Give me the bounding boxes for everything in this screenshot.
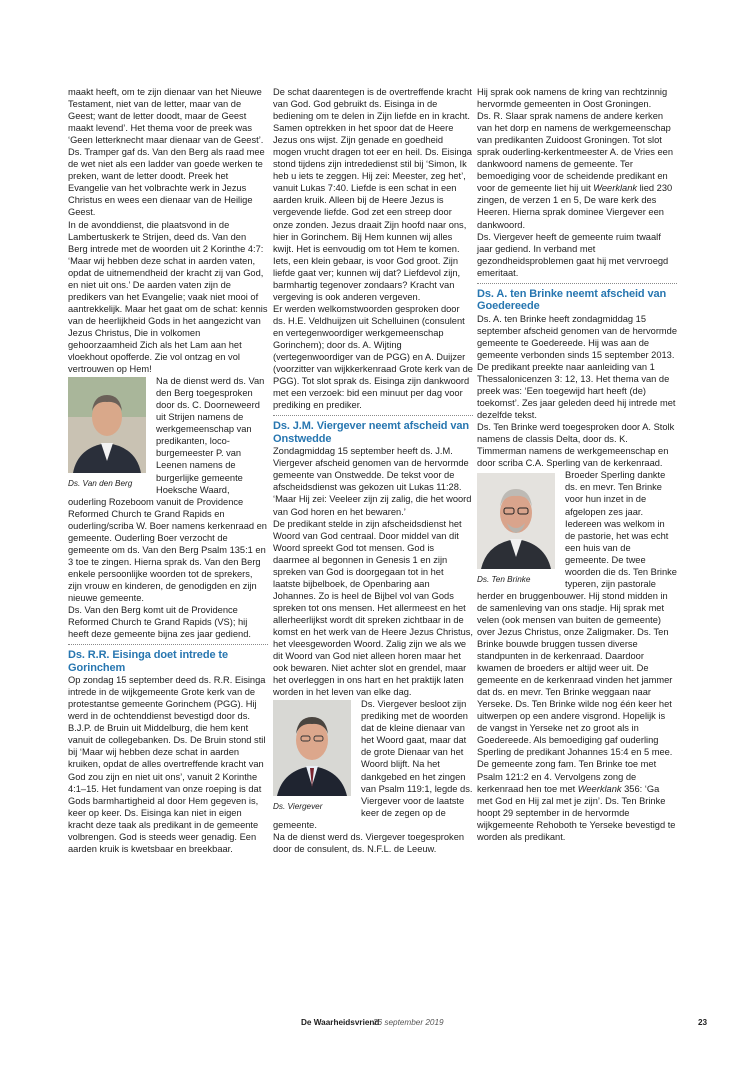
text-run: lied 230 zingen, de verzen 1 en 5, De ware kerk des Heeren. Hierna sprak dominee Viergever een dankwoord. <box>477 183 673 230</box>
article-heading: Ds. R.R. Eisinga doet intrede te Gorinchem <box>68 649 228 674</box>
paragraph: maakt heeft, om te zijn dienaar van het Nieuwe Testament, niet van de letter, maar van de Geest; want de letter doodt, maar de Geest maakt levend’. Het thema voor de preek was ‘Geen letterknecht maar dienaar van de Geest’. Ds. Tramper gaf ds. Van den Berg als raad mee de wet niet als een ladder van goede werken te preken, want de letter doodt. Preek het Evangelie van het volbrachte werk in Jezus Christus en wees een dienaar van de Heilige Geest. <box>68 87 265 218</box>
paragraph: Ds. Van den Berg komt uit de Providence Reformed Church te Grand Rapids (VS); hij heeft deze gemeente bijna zes jaar gediend. <box>68 605 251 640</box>
paragraph: Ds. Viergever heeft de gemeente ruim twaalf jaar gediend. In verband met gezondheidsproblemen gaat hij met vervroegd emeritaat. <box>477 231 669 278</box>
paragraph: Ds. A. ten Brinke heeft zondagmiddag 15 september afscheid genomen van de hervormde gemeente te Goedereede. Hij was aan de gemeente verbonden sinds 15 september 2013. <box>477 313 678 360</box>
text-run: 356: ‘Ga met God en Hij zal met je zijn’. Ds. Ten Brinke hoopt 29 september in de hervormde wijkgemeente Rehoboth te Yerseke bevestigd te worden als predikant. <box>477 783 676 842</box>
paragraph: Hij sprak ook namens de kring van rechtzinnig hervormde gemeenten in Oost Groningen. <box>477 87 668 110</box>
paragraph: Ds. Ten Brinke werd toegesproken door A. Stolk namens de classis Delta, door ds. K. Timmerman namens de werkgemeenschap en door scriba C.A. Sperling van de kerkenraad. <box>477 422 675 469</box>
paragraph: In de avonddienst, die plaatsvond in de Lambertuskerk te Strijen, deed ds. Van den Berg intrede met de woorden uit 2 Korinthe 4:7: ‘Maar wij hebben deze schat in aarden vaten, opdat de uitnemendheid der kracht zij van God, en niet uit ons.’ De aarden vaten zijn de predikers van het Evangelie; vaak niet mooi of aantrekkelijk. Maar het gaat om de schat: kennis van de heerlijkheid Gods in het aangezicht van Jezus Christus, Die in volkomen gehoorzaamheid Zich als het Lam aan het vloekhout opofferde. Zie vol ontzag en vol vertrouwen op Hem! <box>68 219 268 375</box>
text-run: Broeder Sperling dankte ds. en mevr. Ten Brinke voor hun inzet in de afgelopen zes jaar. Iedereen was welkom in de pastorie, het was echt een huis van de gemeente. De twee woorden die ds. Ten Brinke typeren, zijn pastorale herder en bruggenbouwer. Hij stond midden in de samenleving van ons stadje. Hij sprak met velen (ook mensen van buiten de gemeente) over Jezus Christus, onze Zaligmaker. Ds. Ten Brinke bouwde bruggen tussen diverse standpunten in de kerkenraad. Daardoor kwamen de broeders er altijd weer uit. De gemeente en de kerkenraad vinden het jammer dat ds. en mevr. Ten Brinke weggaan naar Yerseke. Ds. Ten Brinke wilde nog één keer het uitwerpen op een andere visgrond. Hopelijk is de vangst in Yerseke net zo groot als in Goedereede. Als bemoediging gaf ouderling Sperling de predikant Johannes 15:4 en 5 mee. De gemeente zong fam. Ten Brinke toe met Psalm 121:2 en 4. Vervolgens zong de kerkenraad hen toe met <box>477 470 677 794</box>
paragraph: Na de dienst werd ds. Van den Berg toegesproken door ds. C. Doorneweerd uit Strijen namens de werkgemeenschap van predikanten, loco-burgemeester P. van Leenen namens de burgerlijke gemeente Hoeksche Waard, ouderling Rozeboom vanuit de Providence Reformed Church te Grand Rapids en ouderling/scriba W. Boer namens kerkenraad en gemeente. Ouderling Boer verzocht de gemeente om ds. Van den Berg Psalm 135:1 en 3 toe te zingen. Hierna sprak ds. Van den Berg enkele persoonlijke woorden tot de sprekers, zijn vrouw en kinderen, de genodigden en zijn nieuwe gemeente. <box>68 376 267 603</box>
photo-caption: Ds. Viergever <box>273 802 323 812</box>
dotted-separator <box>68 644 268 645</box>
paragraph: Zondagmiddag 15 september heeft ds. J.M. Viergever afscheid genomen van de hervormde gemeente van Onstwedde. De tekst voor de afscheidsdienst was gekozen uit Lukas 11:28. ‘Maar Hij zei: Veeleer zijn zij zalig, die het woord van God horen en het bewaren.’ <box>273 446 472 517</box>
photo-caption: Ds. Van den Berg <box>68 479 133 489</box>
paragraph: Ds. Viergever besloot zijn prediking met de woorden dat de kleine dienaar van het Woord gaat, maar dat de grote Dienaar van het Woord blijft. Na het dankgebed en het zingen van Psalm 119:1, legde ds. Viergever voor de laatste keer de zegen op de gemeente. <box>273 699 473 830</box>
column-3 <box>477 86 677 843</box>
portrait-image <box>273 700 351 796</box>
text-run: Ds. R. Slaar sprak namens de andere kerken van het dorp en namens de werkgemeenschap van predikanten Zuidoost Groningen. Tot slot sprak ouderling-kerkentmeester A. de Vries een dankwoord namens de gemeente. Ter bemoediging voor de scheidende predikant en voor de gemeente liet hij uit <box>477 111 674 194</box>
issue-date: 26 september 2019 <box>373 1018 444 1027</box>
dotted-separator <box>273 415 473 416</box>
paragraph: Op zondag 15 september deed ds. R.R. Eisinga intrede in de wijkgemeente Grote kerk van de protestantse gemeente Gorinchem (PGG). Hij werd in de ochtenddienst bevestigd door ds. B.J.P. de Bruin uit Middelburg, die hem kent vanuit de collegebanken. Ds. De Bruin stond stil bij ‘Maar wij hebben deze schat in aarden kruiken, opdat de alles overtreffende kracht van God zou zijn en niet uit ons’, vanuit 2 Korinthe 4:1–15. Het fundament van onze roeping is dat Gods barmhartigheid al door Hem gegeven is, keer op keer. Ds. Eisinga kan niet in eigen kracht deze taak als predikant in de gemeente volbrengen. God is steeds weer genadig. Een aarden kruik is kwetsbaar en breekbaar. <box>68 675 266 854</box>
page-number: 23 <box>698 1018 708 1027</box>
paragraph: Na de dienst werd ds. Viergever toegesproken door de consulent, ds. N.F.L. de Leeuw. <box>273 831 465 854</box>
photo-van-den-berg <box>68 377 150 489</box>
italic-title: Weerklank <box>577 783 622 794</box>
paragraph: De predikant preekte naar aanleiding van 1 Thessalonicenzen 3: 12, 13. Het thema van de preek was: ‘Een toegewijd hart heeft (de) toekomst’. Zes jaar geleden deed hij intrede met dezelfde tekst. <box>477 361 676 421</box>
italic-title: Weerklank <box>593 183 638 194</box>
column-1 <box>68 86 268 855</box>
paragraph: De predikant stelde in zijn afscheidsdienst het Woord van God centraal. Door middel van dit Woord spreekt God tot mensen. God is daarmee al begonnen in Genesis 1 en zijn spreken van God is doorgegaan tot in het laatste bijbelboek, de Openbaring aan Johannes. Zo is heel de Bijbel vol van Gods spreken tot ons mensen. Het allermeest en het allerheerlijkst wordt dit spreken zichtbaar in de komst en het werk van de Heere Jezus Christus, het vleesgeworden Woord. Zalig zijn we als we dit Woord van God niet alleen horen maar het ook bewaren. Niet achter slot en grendel, maar het overleggen in ons hart en het praktijk laten worden in het leven van elke dag. <box>273 518 473 698</box>
article-heading: Ds. J.M. Viergever neemt afscheid van Onstwedde <box>273 420 470 445</box>
paragraph: De schat daarentegen is de overtreffende kracht van God. God gebruikt ds. Eisinga in de bediening om te delen in Zijn liefde en in kracht. Samen optrekken in het spoor dat de Heere Jezus ons wijst. Zijn genade en goedheid mogen vrucht dragen tot eer en heil. Ds. Eisinga stond tijdens zijn intrededienst stil bij ‘Simon, Ik heb u iets te zeggen. Hij zei: Meester, zeg het’, vanuit Lukas 7:40. Liefde is een schat in een aarden kruik. Alleen bij de Heere Jezus is vergevende liefde. God zet een streep door onze zonden. Jezus draait Zijn hoofd naar ons, hier in Gorinchem. Bij Hem kunnen wij alles kwijt. Het is eenvoudig om tot Hem te komen. Iets, een klein gebaar, is voor God groot. Zijn liefde gaat ver; kunnen wij dat? Liefdevol zijn, barmhartig tegenover zondaars? Kracht van vergeving is ook anderen vergeven. <box>273 87 472 302</box>
paragraph <box>477 110 677 230</box>
photo-viergever <box>273 700 355 812</box>
paragraph: Er werden welkomstwoorden gesproken door ds. H.E. Veldhuijzen uit Schelluinen (consulent en vertegenwoordiger werkgemeenschap Gorinchem); door ds. A. Wijting (vertegenwoordiger van de PGG) en A. Duijzer (voorzitter van wijkkerkenraad Grote kerk van de PGG). Tot slot sprak ds. Eisinga zijn dankwoord met een verzoek: bid een minuut per dag voor prediking en prediker. <box>273 303 473 411</box>
article-heading: Ds. A. ten Brinke neemt afscheid van Goedereede <box>477 287 667 313</box>
portrait-image <box>477 473 555 569</box>
dotted-separator <box>477 283 677 284</box>
photo-caption: Ds. Ten Brinke <box>477 575 531 585</box>
photo-ten-brinke <box>477 473 559 585</box>
column-2 <box>273 86 473 855</box>
portrait-image <box>68 377 146 473</box>
publication-name: De Waarheidsvriend <box>301 1018 380 1027</box>
